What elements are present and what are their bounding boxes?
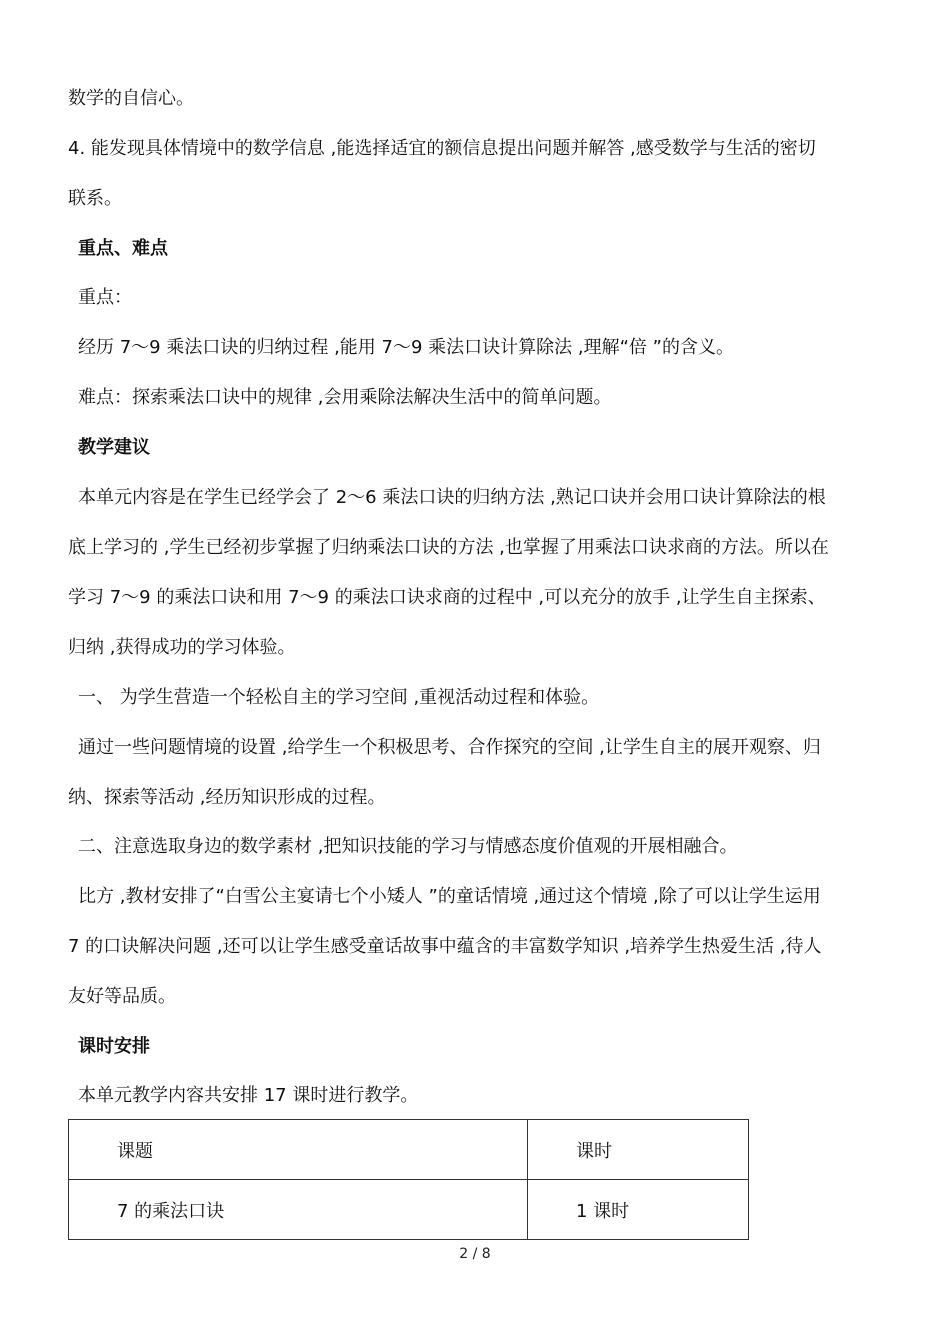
list-item-two: 二、注意选取身边的数学素材 ,把知识技能的学习与情感态度价值观的开展相融合。 xyxy=(78,836,738,857)
page-number: 2 / 8 xyxy=(459,1246,491,1262)
paragraph-line: 联系。 xyxy=(68,188,122,209)
paragraph-line: 通过一些问题情境的设置 ,给学生一个积极思考、合作探究的空间 ,让学生自主的展开观察、归 xyxy=(78,737,821,758)
paragraph-line: 归纳 ,获得成功的学习体验。 xyxy=(68,637,296,658)
paragraph-line: 本单元内容是在学生已经学会了 2～6 乘法口诀的归纳方法 ,熟记口诀并会用口诀计算除法的根 xyxy=(78,487,826,508)
paragraph-line: 数学的自信心。 xyxy=(68,88,194,109)
section-heading-key-points: 重点、难点 xyxy=(78,238,168,259)
schedule-intro: 本单元教学内容共安排 17 课时进行教学。 xyxy=(78,1085,419,1106)
list-item-one: 一、 为学生营造一个轻松自主的学习空间 ,重视活动过程和体验。 xyxy=(78,687,600,708)
schedule-table xyxy=(68,1119,749,1240)
key-text: 经历 7～9 乘法口诀的归纳过程 ,能用 7～9 乘法口诀计算除法 ,理解“倍 ”的含义。 xyxy=(78,337,734,358)
header-cell-periods: 课时 xyxy=(528,1120,749,1180)
table-row xyxy=(69,1180,749,1240)
cell-topic: 7 的乘法口诀 xyxy=(69,1180,528,1240)
header-cell-topic: 课题 xyxy=(69,1120,528,1180)
paragraph-line: 4. 能发现具体情境中的数学信息 ,能选择适宜的额信息提出问题并解答 ,感受数学与生活的密切 xyxy=(68,138,816,159)
section-heading-schedule: 课时安排 xyxy=(78,1036,150,1057)
paragraph-line: 学习 7～9 的乘法口诀和用 7～9 的乘法口诀求商的过程中 ,可以充分的放手 ,让学生自主探索、 xyxy=(68,587,826,608)
section-heading-suggestions: 教学建议 xyxy=(78,437,150,458)
paragraph-line: 比方 ,教材安排了“白雪公主宴请七个小矮人 ”的童话情境 ,通过这个情境 ,除了可以让学生运用 xyxy=(78,886,821,907)
paragraph-line: 友好等品质。 xyxy=(68,986,176,1007)
difficulty-text: 难点：探索乘法口诀中的规律 ,会用乘除法解决生活中的简单问题。 xyxy=(78,387,612,408)
paragraph-line: 纳、探索等活动 ,经历知识形成的过程。 xyxy=(68,787,386,808)
cell-periods: 1 课时 xyxy=(528,1180,749,1240)
key-label: 重点： xyxy=(78,287,132,308)
paragraph-line: 7 的口诀解决问题 ,还可以让学生感受童话故事中蕴含的丰富数学知识 ,培养学生热爱生活 ,待人 xyxy=(68,936,822,957)
paragraph-line: 底上学习的 ,学生已经初步掌握了归纳乘法口诀的方法 ,也掌握了用乘法口诀求商的方法。所以在 xyxy=(68,537,829,558)
table-header-row xyxy=(69,1120,749,1180)
